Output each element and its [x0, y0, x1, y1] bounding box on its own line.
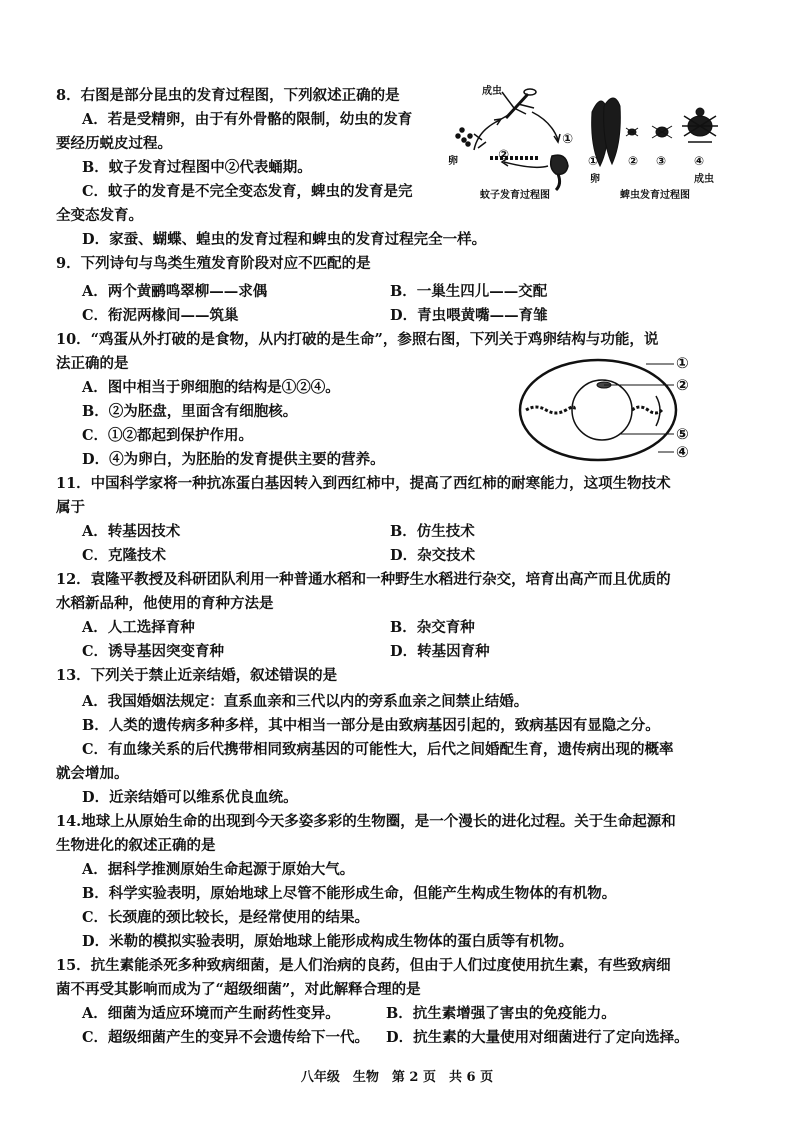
q11-option-b: B．仿生技术	[390, 523, 475, 540]
q13-option-c: C．有血缘关系的后代携带相同致病基因的可能性大，后代之间婚配生育，遗传病出现的概率	[82, 741, 674, 758]
q9-stem: 9．下列诗句与鸟类生殖发育阶段对应不匹配的是	[56, 255, 371, 272]
tick-num-4: ④	[694, 154, 705, 168]
q13-stem: 13．下列关于禁止近亲结婚，叙述错误的是	[56, 667, 338, 684]
q13-option-d: D．近亲结婚可以维系优良血统。	[82, 789, 298, 806]
q8-option-c: C．蚊子的发育是不完全变态发育，蜱虫的发育是完	[82, 183, 413, 200]
tick-label-adult: 成虫	[694, 174, 714, 185]
q15-option-c: C．超级细菌产生的变异不会遗传给下一代。	[82, 1029, 370, 1046]
mosquito-label-egg: 卵	[448, 156, 458, 167]
q8-option-a: A．若是受精卵，由于有外骨骼的限制，幼虫的发育	[82, 111, 413, 128]
q15-option-b: B．抗生素增强了害虫的免疫能力。	[386, 1005, 616, 1022]
q9-option-c: C．衔泥两椽间——筑巢	[82, 307, 239, 324]
q8-stem: 8．右图是部分昆虫的发育过程图，下列叙述正确的是	[56, 87, 400, 104]
q8-option-d: D．家蚕、蝴蝶、蝗虫的发育过程和蜱虫的发育过程完全一样。	[82, 231, 487, 248]
q8-option-b: B．蚊子发育过程图中②代表蛹期。	[82, 159, 312, 176]
q15-option-a: A．细菌为适应环境而产生耐药性变异。	[82, 1005, 340, 1022]
egg-label-2: ②	[676, 376, 689, 394]
mosquito-num-2: ②	[498, 148, 510, 163]
q14-stem-cont: 生物进化的叙述正确的是	[56, 837, 216, 854]
q15-option-d: D．抗生素的大量使用对细菌进行了定向选择。	[386, 1029, 689, 1046]
q12-option-c: C．诱导基因突变育种	[82, 643, 225, 660]
q12-stem-cont: 水稻新品种，他使用的育种方法是	[56, 595, 274, 612]
mosquito-figure-caption: 蚊子发育过程图	[480, 190, 550, 201]
q12-option-a: A．人工选择育种	[82, 619, 195, 636]
q11-option-d: D．杂交技术	[390, 547, 476, 564]
q15-stem-cont: 菌不再受其影响而成为了“超级细菌”，对此解释合理的是	[56, 981, 421, 998]
egg-label-1: ①	[676, 354, 689, 372]
q10-option-c: C．①②都起到保护作用。	[82, 427, 254, 444]
q9-option-d: D．青虫喂黄嘴——育雏	[390, 307, 548, 324]
q14-option-b: B．科学实验表明，原始地球上尽管不能形成生命，但能产生构成生物体的有机物。	[82, 885, 617, 902]
q12-option-d: D．转基因育种	[390, 643, 490, 660]
tick-figure-caption: 蜱虫发育过程图	[620, 190, 690, 201]
q8-option-c-cont: 全变态发育。	[56, 207, 143, 224]
q10-option-d: D．④为卵白，为胚胎的发育提供主要的营养。	[82, 451, 385, 468]
q11-option-a: A．转基因技术	[82, 523, 181, 540]
tick-num-2: ②	[628, 154, 639, 168]
q15-stem: 15．抗生素能杀死多种致病细菌，是人们治病的良药，但由于人们过度使用抗生素，有些致病细	[56, 957, 671, 974]
mosquito-label-adult: 成虫	[482, 86, 502, 97]
q14-option-d: D．米勒的模拟实验表明，原始地球上能形成构成生物体的蛋白质等有机物。	[82, 933, 574, 950]
q10-option-a: A．图中相当于卵细胞的结构是①②④。	[82, 379, 340, 396]
tick-num-1: ①	[588, 154, 599, 168]
q10-stem-cont: 法正确的是	[56, 355, 129, 372]
egg-label-5: ⑤	[676, 425, 689, 443]
tick-development-figure	[586, 92, 726, 192]
q12-stem: 12．袁隆平教授及科研团队利用一种普通水稻和一种野生水稻进行杂交，培育出高产而且优质的	[56, 571, 671, 588]
tick-label-egg: 卵	[590, 174, 600, 185]
tick-num-3: ③	[656, 154, 667, 168]
q12-option-b: B．杂交育种	[390, 619, 475, 636]
q13-option-c-cont: 就会增加。	[56, 765, 129, 782]
q10-stem: 10．“鸡蛋从外打破的是食物，从内打破的是生命”，参照右图，下列关于鸡卵结构与功能，说	[56, 331, 659, 348]
q11-option-c: C．克隆技术	[82, 547, 167, 564]
q11-stem-cont: 属于	[56, 499, 85, 516]
page-footer: 八年级 生物 第 2 页 共 6 页	[300, 1070, 494, 1085]
q8-option-a-cont: 要经历蜕皮过程。	[56, 135, 172, 152]
q13-option-a: A．我国婚姻法规定：直系血亲和三代以内的旁系血亲之间禁止结婚。	[82, 693, 529, 710]
q11-stem: 11．中国科学家将一种抗冻蛋白基因转入到西红柿中，提高了西红柿的耐寒能力，这项生物技术	[56, 475, 671, 492]
q9-option-a: A．两个黄鹂鸣翠柳——求偶	[82, 283, 268, 300]
egg-structure-figure	[516, 352, 706, 464]
egg-label-4: ④	[676, 443, 689, 461]
q14-option-c: C．长颈鹿的颈比较长，是经常使用的结果。	[82, 909, 370, 926]
mosquito-num-1: ①	[562, 132, 574, 147]
q14-stem: 14.地球上从原始生命的出现到今天多姿多彩的生物圈，是一个漫长的进化过程。关于生命起源和	[56, 813, 676, 830]
q14-option-a: A．据科学推测原始生命起源于原始大气。	[82, 861, 355, 878]
q10-option-b: B．②为胚盘，里面含有细胞核。	[82, 403, 298, 420]
q9-option-b: B．一巢生四儿——交配	[390, 283, 548, 300]
q13-option-b: B．人类的遗传病多种多样，其中相当一部分是由致病基因引起的，致病基因有显隐之分。	[82, 717, 660, 734]
